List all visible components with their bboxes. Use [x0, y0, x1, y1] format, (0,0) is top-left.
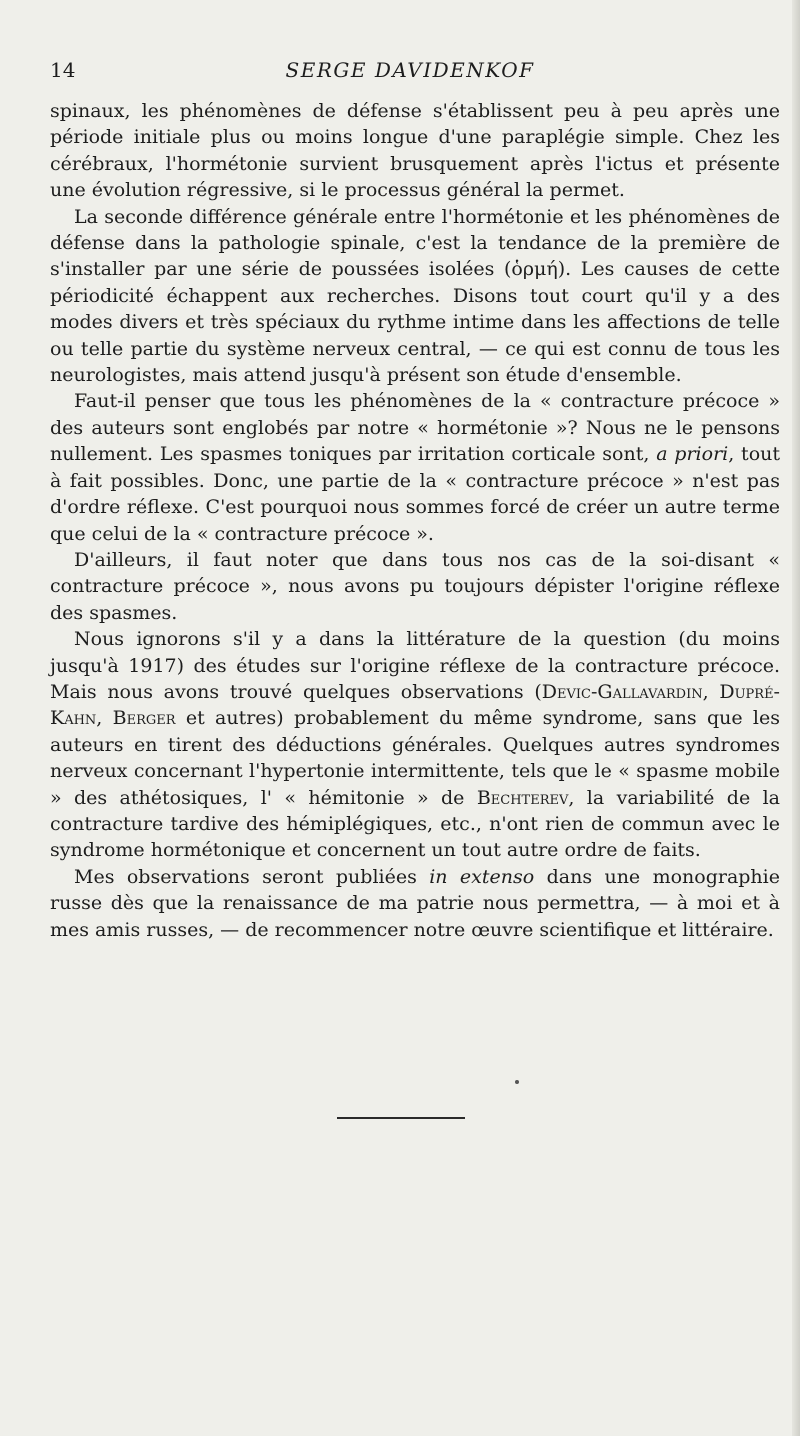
text-run: Mes observations seront publiées [74, 865, 430, 888]
body-text [50, 98, 780, 943]
text-run: , [702, 680, 720, 703]
author-name: Devic-Gallavardin [541, 680, 703, 703]
page-number: 14 [50, 58, 76, 82]
speck [515, 1080, 519, 1084]
paragraph-6 [50, 864, 780, 943]
paragraph-1: spinaux, les phénomènes de défense s'établissent peu à peu après une période initiale plus ou moins longue d'une paraplégie simple. Chez les cérébraux, l'hormétonie survient brusquement après l'ictus et présente une évolution régressive, si le processus général la permet. [50, 100, 780, 202]
page-edge [792, 0, 800, 1436]
author-name: Bechterev [476, 786, 569, 809]
running-head: SERGE DAVIDENKOF [285, 58, 535, 82]
text-run: dans une monographie russe dès que la renaissance de ma patrie nous permettra, — à moi et à mes amis russes, — de recommencer notre œuvre scientifique et littéraire. [50, 865, 780, 941]
end-rule [337, 1117, 465, 1119]
paragraph-3 [50, 388, 780, 546]
text-run: , [96, 707, 113, 730]
text-run: Nous ignorons s'il y a dans la littérature de la question (du moins jusqu'à 1917) des études sur l'origine réflexe de la contracture précoce. Mais nous avons trouvé quelques observations ( [50, 628, 780, 703]
italic-term: a priori [656, 443, 729, 466]
text-run: Faut-il penser que tous les phénomènes de la « contracture précoce » des auteurs sont englobés par notre « hormétonie »? Nous ne le pensons nullement. Les spasmes toniques par irritation corticale sont, [50, 390, 780, 466]
author-name: Berger [112, 707, 176, 730]
paragraph-5 [50, 626, 780, 864]
page-header [50, 52, 770, 88]
author-name: Dupré-Kahn [50, 680, 780, 730]
paragraph-4: D'ailleurs, il faut noter que dans tous nos cas de la soi-disant « contracture précoce », nous avons pu toujours dépister l'origine réflexe des spasmes. [50, 548, 780, 624]
text-run: et autres) probablement du même syndrome, sans que les auteurs en tirent des déductions générales. Quelques autres syndromes nerveux concernant l'hypertonie intermittente, tels que le « spasme mobile » des athétosiques, l' « hémitonie » de [50, 707, 780, 809]
text-run: , tout à fait possibles. Donc, une partie de la « contracture précoce » n'est pas d'ordre réflexe. C'est pourquoi nous sommes forcé de créer un autre terme que celui de la « contracture précoce ». [50, 443, 781, 545]
italic-term: in extenso [429, 865, 535, 888]
paragraph-2: La seconde différence générale entre l'hormétonie et les phénomènes de défense dans la pathologie spinale, c'est la tendance de la première de s'installer par une série de poussées isolées (ὁρμή). Les causes de cette périodicité échappent aux recherches. Disons tout court qu'il y a des modes divers et très spéciaux du rythme intime dans les affections de telle ou telle partie du système nerveux central, — ce qui est connu de tous les neurologistes, mais attend jusqu'à présent son étude d'ensemble. [50, 205, 780, 387]
text-run: , la variabilité de la contracture tardive des hémiplégiques, etc., n'ont rien de commun avec le syndrome hormétonique et concernent un tout autre ordre de faits. [50, 786, 780, 862]
